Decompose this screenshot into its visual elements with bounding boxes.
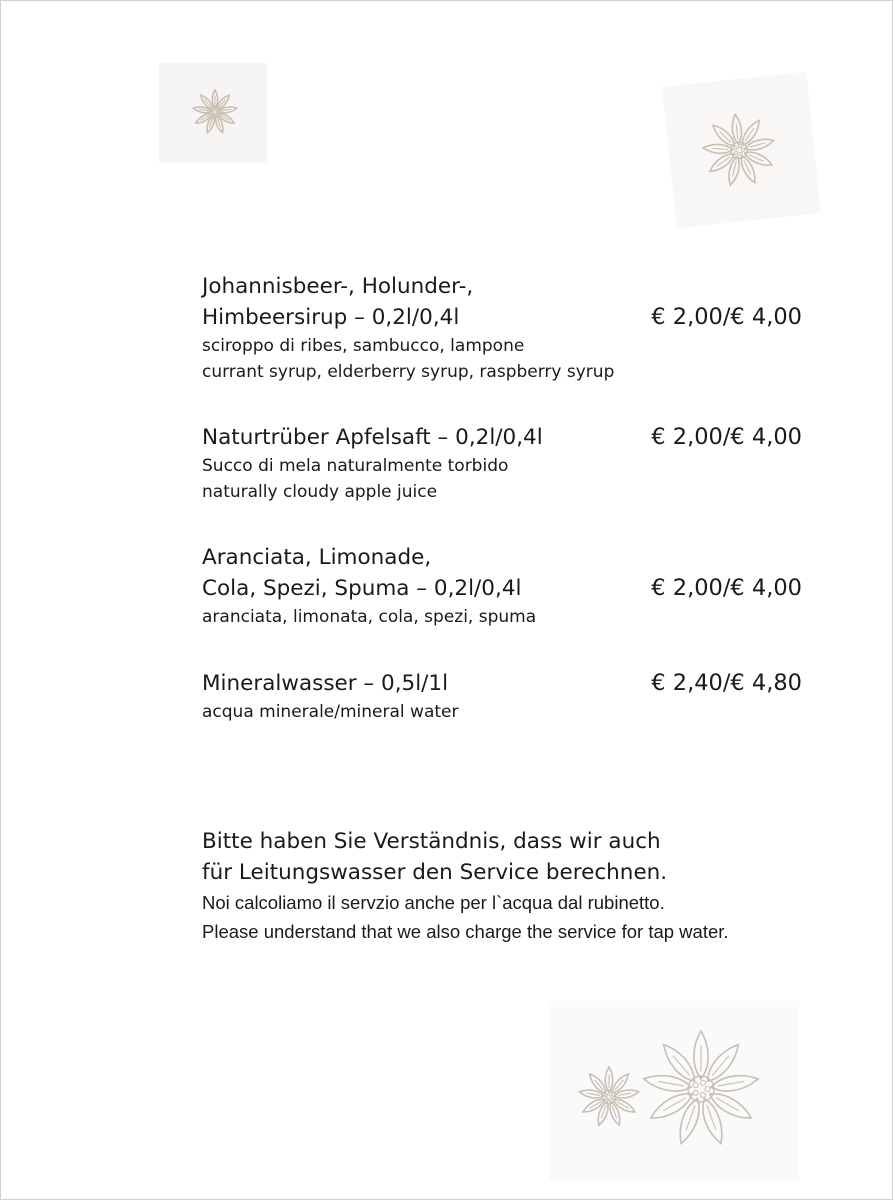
menu-item-apple-juice	[202, 422, 802, 505]
item-description-en: currant syrup, elderberry syrup, raspberry syrup	[202, 362, 615, 382]
item-price: € 2,40/€ 4,80	[651, 670, 802, 696]
item-price: € 2,00/€ 4,00	[651, 424, 802, 450]
item-description: aranciata, limonata, cola, spezi, spuma	[202, 607, 537, 627]
menu-item-soft-drinks	[202, 542, 802, 630]
item-description-it: Succo di mela naturalmente torbido	[202, 456, 509, 476]
item-name: Johannisbeer-, Holunder-,	[202, 274, 474, 299]
item-name: Cola, Spezi, Spuma – 0,2l/0,4l	[202, 576, 522, 601]
notice-en: Please understand that we also charge the service for tap water.	[202, 921, 729, 942]
item-name: Aranciata, Limonade,	[202, 545, 432, 570]
notice-de-line-1: Bitte haben Sie Verständnis, dass wir auch	[202, 829, 661, 854]
item-description: acqua minerale/mineral water	[202, 702, 459, 722]
notice-de-line-2: für Leitungswasser den Service berechnen.	[202, 860, 668, 885]
edelweiss-icon	[159, 63, 267, 163]
item-name: Naturtrüber Apfelsaft – 0,2l/0,4l	[202, 425, 543, 450]
item-price: € 2,00/€ 4,00	[651, 304, 802, 330]
item-description-it: sciroppo di ribes, sambucco, lampone	[202, 336, 525, 356]
item-description-en: naturally cloudy apple juice	[202, 482, 438, 502]
edelweiss-icon	[549, 1001, 799, 1181]
notice-it: Noi calcoliamo il servzio anche per l`acqua dal rubinetto.	[202, 892, 665, 913]
item-price: € 2,00/€ 4,00	[651, 575, 802, 601]
item-name: Himbeersirup – 0,2l/0,4l	[202, 305, 460, 330]
menu-item-mineral-water	[202, 668, 802, 725]
edelweiss-icon	[662, 72, 821, 228]
tap-water-notice	[202, 826, 822, 946]
menu-item-syrup	[202, 271, 802, 385]
item-name: Mineralwasser – 0,5l/1l	[202, 671, 449, 696]
